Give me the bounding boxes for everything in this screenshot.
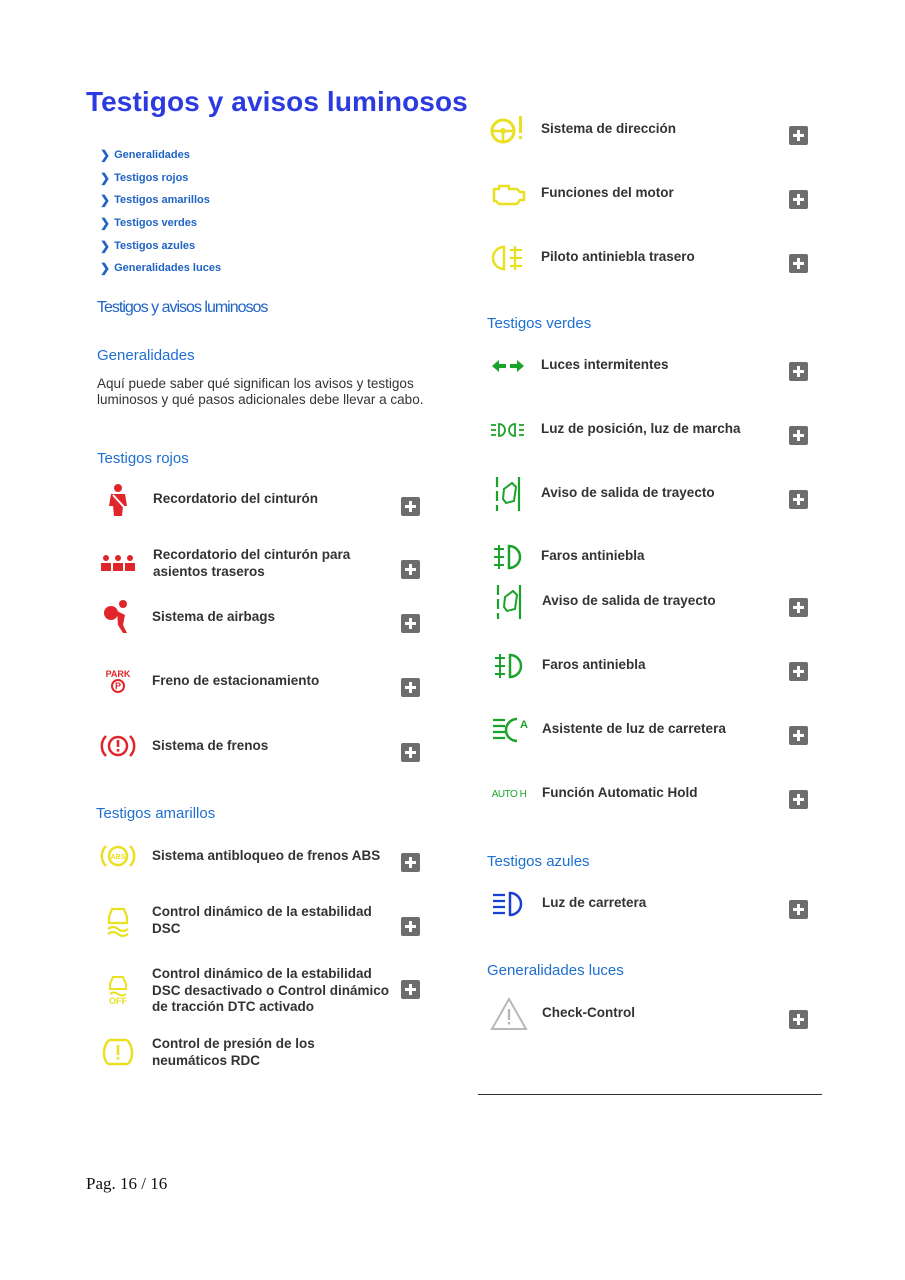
toc-link-testigos-rojos[interactable] [100, 167, 221, 190]
brake-system-icon [98, 726, 138, 766]
warning-triangle-icon [489, 994, 529, 1034]
warning-item [489, 992, 819, 1036]
lane-departure-icon [489, 582, 529, 622]
engine-icon [488, 174, 528, 214]
abs-icon [98, 836, 138, 876]
warning-label: Luz de carretera [542, 895, 647, 910]
warning-item [489, 580, 819, 624]
testigos-verdes-heading: Testigos verdes [487, 315, 592, 332]
generalidades-heading: Generalidades [97, 347, 195, 364]
generalidades-text: Aquí puede saber qué significan los avisos y testigos luminosos y qué pasos adicionales debe llevar a cabo. [97, 376, 424, 407]
expand-button[interactable] [789, 126, 808, 145]
warning-item [489, 644, 819, 688]
warning-item [488, 236, 818, 280]
high-beam-icon [489, 884, 529, 924]
warning-label: Sistema de frenos [152, 738, 269, 753]
off-text: OFF [109, 996, 127, 1006]
turn-signal-icon [488, 346, 528, 386]
expand-button[interactable] [789, 1010, 808, 1029]
dsc-off-icon [98, 970, 138, 1010]
section-subtitle: Testigos y avisos luminosos [97, 299, 268, 316]
expand-button[interactable] [401, 678, 420, 697]
expand-button[interactable] [789, 190, 808, 209]
chevron-right-icon: ❯ [100, 261, 111, 276]
position-light-icon [488, 410, 528, 450]
warning-item [488, 408, 818, 452]
expand-button[interactable] [789, 490, 808, 509]
page-title: Testigos y avisos luminosos [86, 86, 468, 117]
toc-link-label: Generalidades [114, 149, 190, 162]
warning-item [489, 708, 819, 752]
warning-item [98, 1030, 428, 1074]
toc-link-generalidades-luces[interactable] [100, 257, 221, 280]
rear-seatbelt-icon [98, 543, 138, 583]
warning-label: Aviso de salida de trayecto [542, 593, 716, 608]
expand-button[interactable] [401, 980, 420, 999]
expand-button[interactable] [401, 743, 420, 762]
testigos-azules-heading: Testigos azules [487, 853, 590, 870]
warning-label: Faros antiniebla [541, 548, 645, 563]
warning-item [488, 344, 818, 388]
high-beam-assist-icon [489, 710, 529, 750]
warning-label: Faros antiniebla [542, 657, 646, 672]
expand-button[interactable] [789, 726, 808, 745]
warning-item [488, 108, 818, 152]
warning-label: Asistente de luz de carretera [542, 721, 726, 736]
table-of-contents [100, 144, 221, 280]
warning-item [98, 724, 428, 768]
warning-label: Check-Control [542, 1005, 636, 1020]
warning-item [489, 772, 819, 816]
steering-system-icon [488, 110, 528, 150]
toc-link-label: Testigos verdes [114, 217, 198, 230]
expand-button[interactable] [401, 560, 420, 579]
expand-button[interactable] [401, 614, 420, 633]
toc-link-testigos-verdes[interactable] [100, 212, 221, 235]
divider [478, 1094, 822, 1095]
auto-hold-text: AUTO H [491, 788, 527, 800]
chevron-right-icon: ❯ [100, 170, 111, 185]
warning-item [98, 478, 428, 522]
warning-item [98, 898, 428, 942]
fog-light-icon [489, 646, 529, 686]
abs-text: ABS [110, 854, 126, 861]
testigos-amarillos-heading: Testigos amarillos [96, 805, 216, 822]
lane-departure-icon [488, 474, 528, 514]
expand-button[interactable] [789, 426, 808, 445]
warning-label: Control dinámico de la estabilidad DSC desactivado o Control dinámico de tracción DTC activado [152, 966, 390, 1014]
warning-item [98, 834, 428, 878]
warning-label: Luz de posición, luz de marcha [541, 421, 741, 436]
seatbelt-icon [98, 480, 138, 520]
warning-label: Control dinámico de la estabilidad DSC [152, 904, 372, 936]
parking-brake-icon [98, 661, 138, 701]
expand-button[interactable] [401, 853, 420, 872]
warning-label: Sistema antibloqueo de frenos ABS [152, 848, 381, 863]
warning-item [98, 595, 428, 639]
svg-text:A: A [520, 719, 528, 731]
chevron-right-icon: ❯ [100, 193, 111, 208]
warning-label: Funciones del motor [541, 185, 674, 200]
expand-button[interactable] [789, 362, 808, 381]
toc-link-label: Testigos amarillos [114, 194, 210, 207]
warning-label: Recordatorio del cinturón [153, 491, 319, 506]
warning-item [98, 962, 428, 1018]
expand-button[interactable] [401, 497, 420, 516]
warning-item [98, 659, 428, 703]
toc-link-label: Generalidades luces [114, 262, 222, 275]
warning-label: Función Automatic Hold [542, 785, 698, 800]
warning-label: Control de presión de los neumáticos RDC [152, 1036, 315, 1068]
auto-hold-icon [489, 774, 529, 814]
warning-label: Sistema de dirección [541, 121, 677, 136]
toc-link-label: Testigos rojos [114, 171, 189, 184]
tire-pressure-icon [98, 1032, 138, 1072]
expand-button[interactable] [789, 790, 808, 809]
expand-button[interactable] [401, 917, 420, 936]
rear-fog-light-icon [488, 238, 528, 278]
warning-item [489, 882, 819, 926]
warning-label: Recordatorio del cinturón para asientos traseros [153, 547, 351, 579]
warning-label: Freno de estacionamiento [152, 673, 320, 688]
park-letter: P [111, 679, 125, 693]
toc-link-testigos-azules[interactable] [100, 234, 221, 257]
chevron-right-icon: ❯ [100, 238, 111, 253]
expand-button[interactable] [789, 900, 808, 919]
airbag-icon [98, 597, 138, 637]
page-number: Pag. 16 / 16 [86, 1174, 168, 1193]
generalidades-luces-heading: Generalidades luces [487, 962, 624, 979]
park-text: PARK [105, 669, 131, 679]
warning-label: Aviso de salida de trayecto [541, 485, 715, 500]
fog-light-icon [488, 537, 528, 577]
expand-button[interactable] [789, 662, 808, 681]
chevron-right-icon: ❯ [100, 148, 111, 163]
warning-label: Sistema de airbags [152, 609, 276, 624]
expand-button[interactable] [789, 598, 808, 617]
warning-label: Luces intermitentes [541, 357, 669, 372]
testigos-rojos-heading: Testigos rojos [97, 450, 189, 467]
toc-link-label: Testigos azules [114, 239, 196, 252]
warning-item [98, 541, 428, 585]
toc-link-testigos-amarillos[interactable] [100, 189, 221, 212]
warning-label: Piloto antiniebla trasero [541, 249, 695, 264]
toc-link-generalidades[interactable] [100, 144, 221, 167]
dsc-icon [98, 900, 138, 940]
warning-item [488, 472, 818, 516]
expand-button[interactable] [789, 254, 808, 273]
warning-item [488, 535, 818, 579]
warning-item [488, 172, 818, 216]
chevron-right-icon: ❯ [100, 216, 111, 231]
